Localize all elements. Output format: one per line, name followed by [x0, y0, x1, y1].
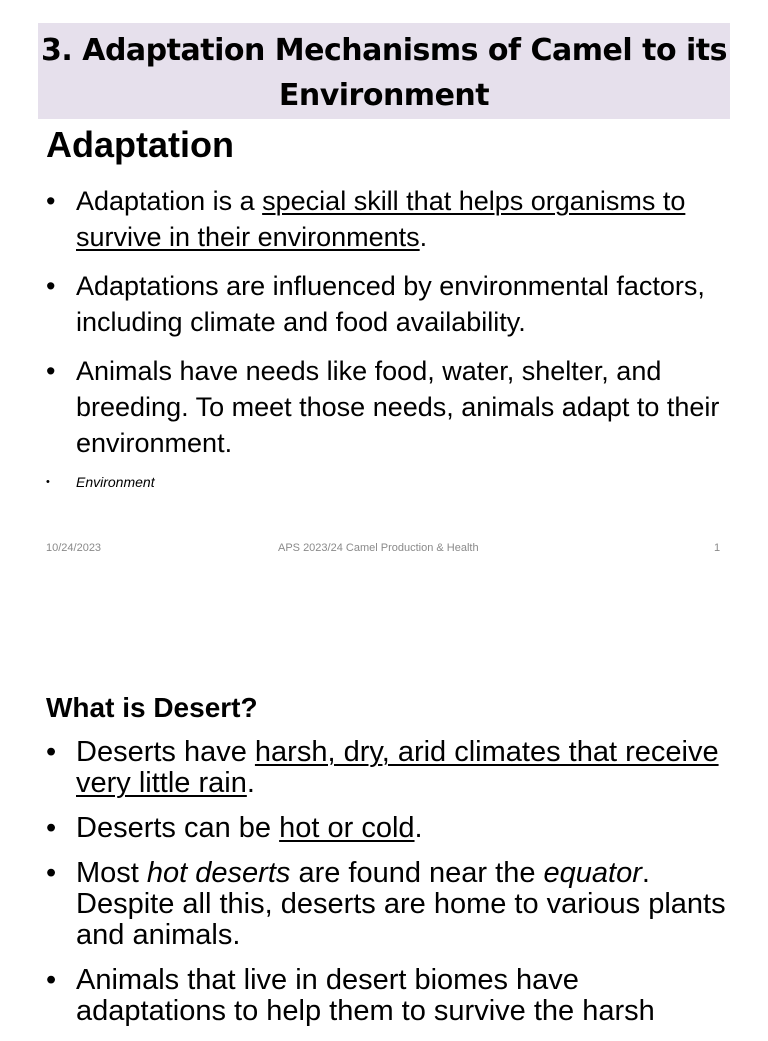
bullet-text: Deserts have: [76, 736, 255, 768]
bullet-text: are found near the: [290, 857, 544, 889]
underlined-text: hot or cold: [279, 812, 415, 844]
bullet-text-end: .: [414, 812, 423, 844]
bullet-item: • Animals have needs like food, water, shelter, and breeding. To meet those needs, animals adapt to their environment.: [46, 353, 736, 461]
footer-date: 10/24/2023: [46, 542, 102, 554]
bullet-item: [46, 813, 736, 844]
slide-2: [0, 580, 768, 1027]
underlined-text: special skill that helps organisms to survive in their environments: [76, 186, 686, 252]
bullet-text-end: .: [419, 222, 428, 252]
section-heading-adaptation: Adaptation: [46, 124, 234, 165]
slide-title: 3. Adaptation Mechanisms of Camel to its Environment: [41, 33, 727, 113]
underlined-text: harsh, dry, arid climates that receive very little rain: [76, 736, 719, 799]
bullet-item-small: • Environment: [46, 472, 736, 492]
section-heading-desert: What is Desert?: [46, 692, 258, 723]
adaptation-bullet-list: [46, 183, 736, 505]
bullet-text: Deserts can be: [76, 812, 280, 844]
bullet-text: Adaptation is a: [76, 186, 263, 216]
bullet-item: [46, 183, 736, 255]
desert-bullet-list: [46, 737, 736, 1041]
footer-course: APS 2023/24 Camel Production & Health: [278, 542, 479, 554]
bullet-text: Most: [76, 857, 147, 889]
italic-text: equator: [543, 857, 642, 889]
bullet-text: . Despite all this, deserts are home to various plants and animals.: [76, 857, 726, 951]
italic-text: hot deserts: [146, 857, 291, 889]
footer-page-number: 1: [714, 542, 721, 554]
bullet-item: • Adaptations are influenced by environmental factors, including climate and food availability.: [46, 268, 736, 340]
bullet-item: [46, 737, 736, 799]
bullet-text-end: .: [246, 767, 255, 799]
bullet-item: • Animals that live in desert biomes have adaptations to help them to survive the harsh: [46, 965, 736, 1027]
bullet-item: [46, 858, 736, 951]
